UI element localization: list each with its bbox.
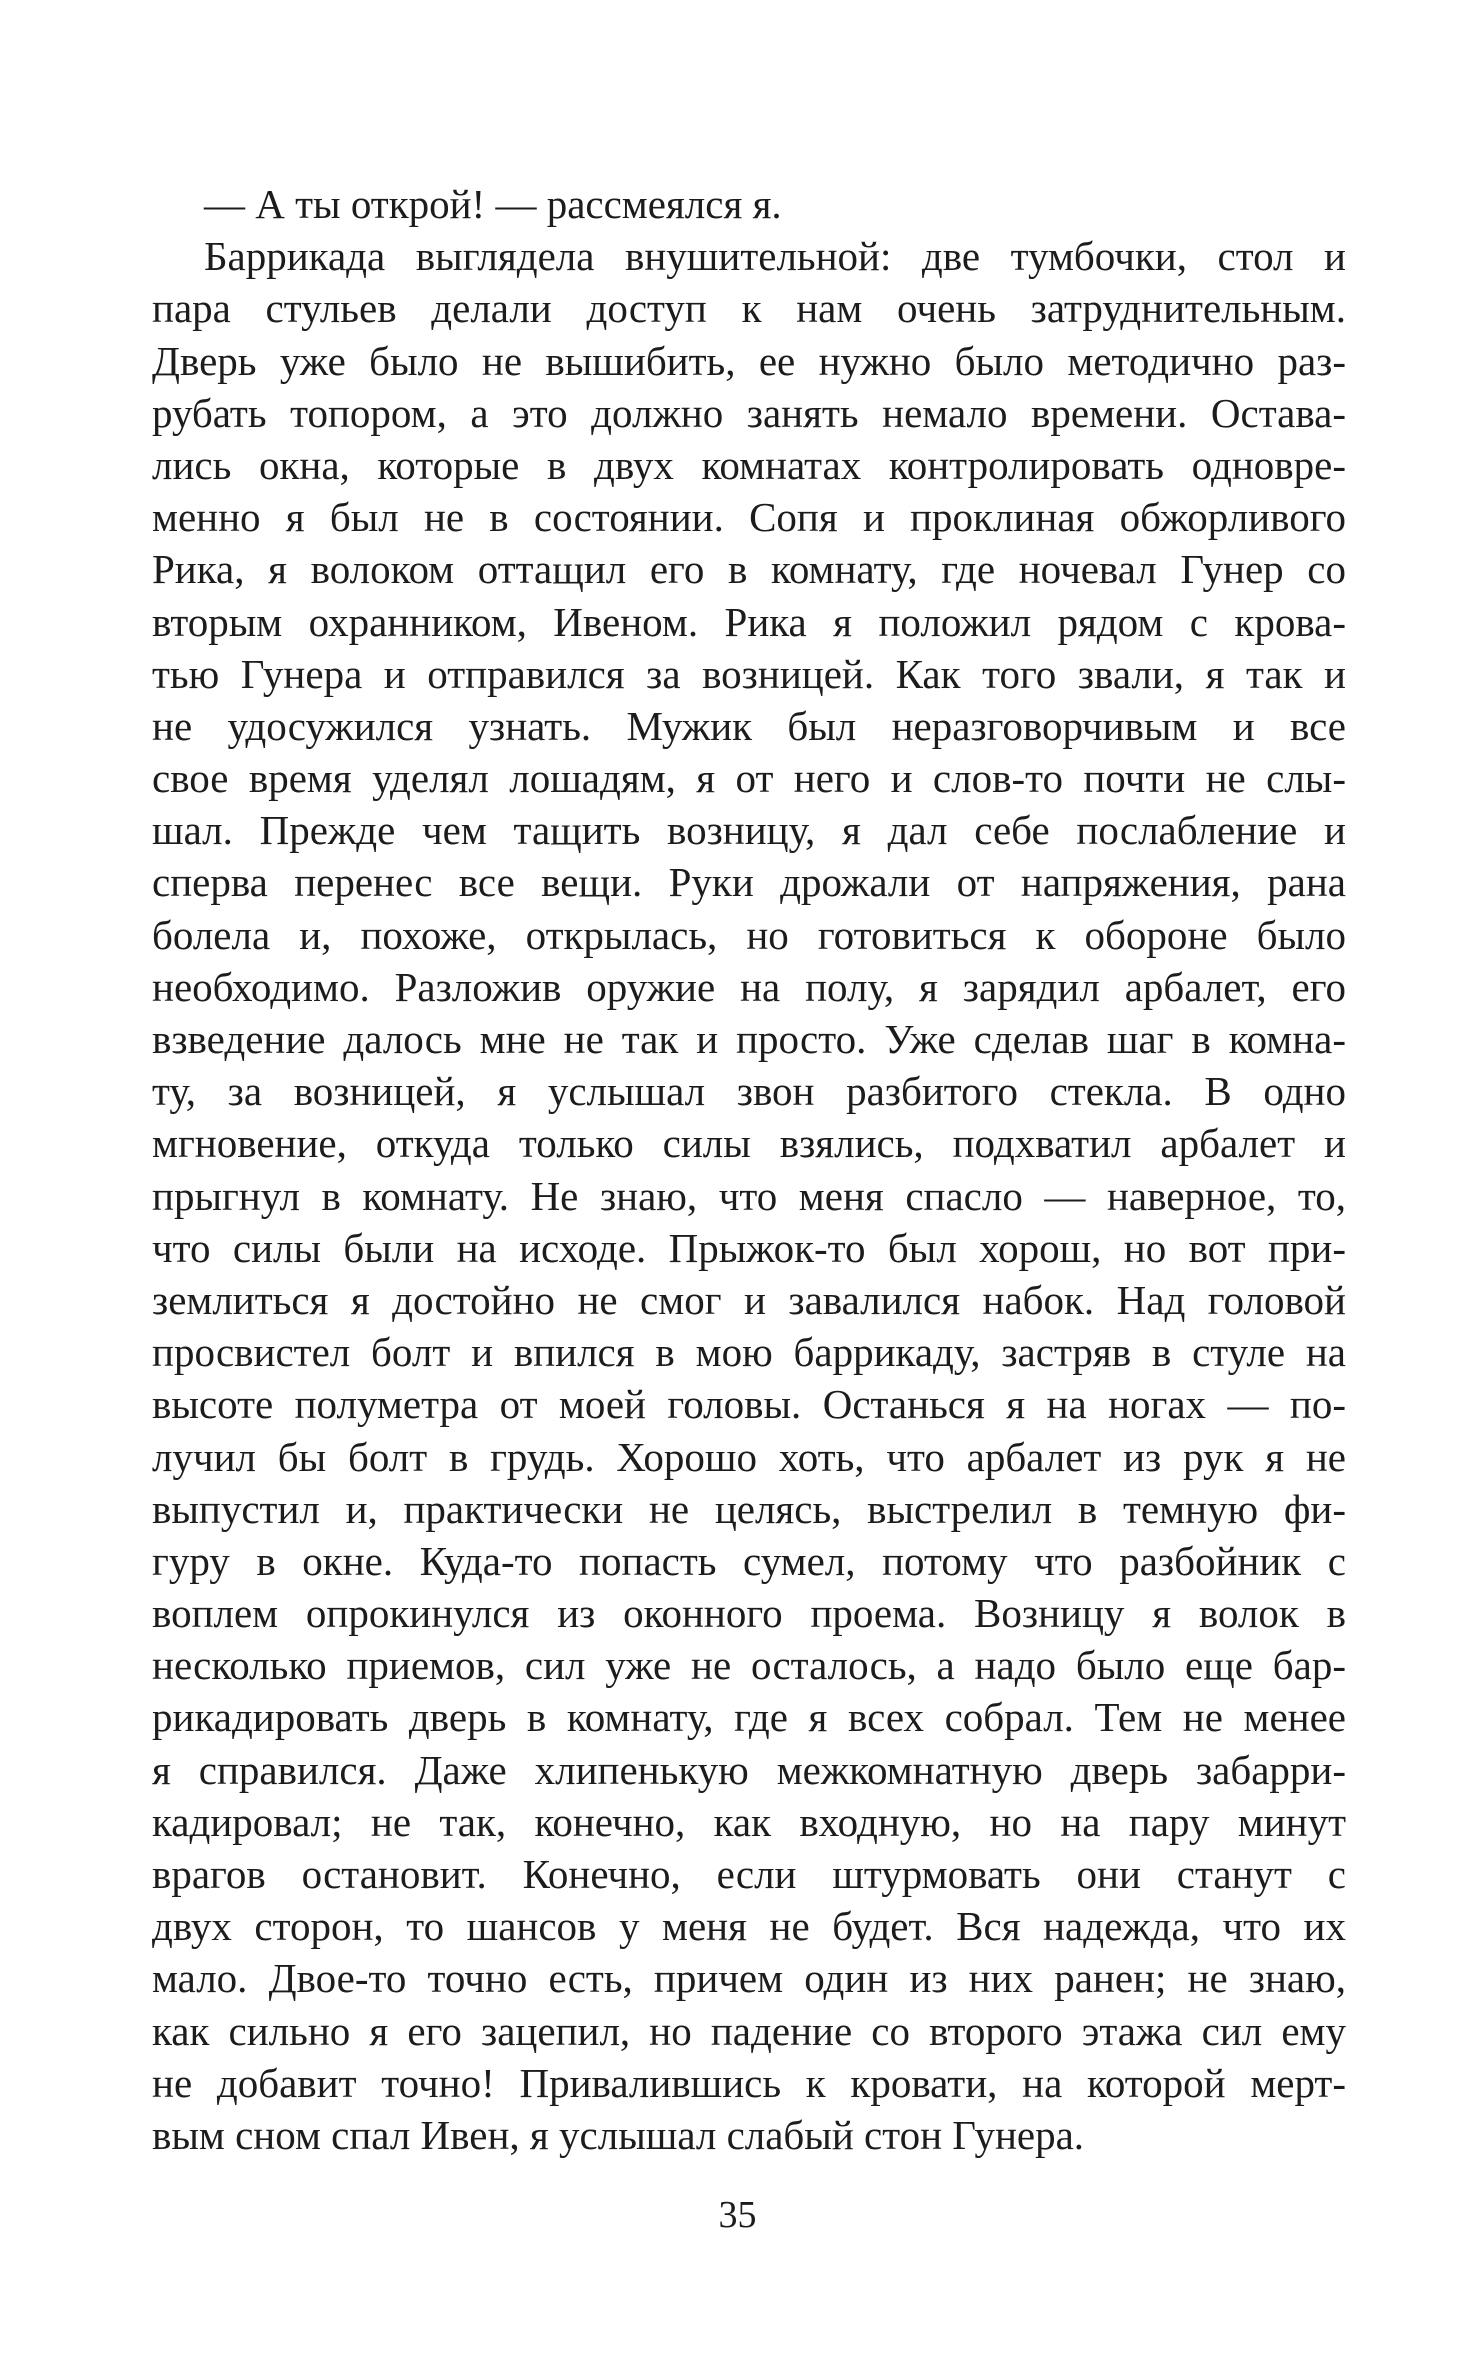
text-line: кадировал; не так, конечно, как входную, но на пару минут — [152, 1798, 1346, 1845]
text-line: выпустил и, практически не целясь, выстрелил в темную фи- — [152, 1485, 1346, 1532]
text-line: сперва перенес все вещи. Руки дрожали от напряжения, рана — [152, 859, 1346, 906]
text-line: мало. Двое-то точно есть, причем один из них ранен; не знаю, — [152, 1955, 1346, 2002]
text-line: Дверь уже было не вышибить, ее нужно было методично раз- — [152, 337, 1346, 384]
text-line: вторым охранником, Ивеном. Рика я положил рядом с крова- — [152, 598, 1346, 645]
text-line: просвистел болт и впился в мою баррикаду, застряв в стуле на — [152, 1329, 1346, 1376]
text-line: Баррикада выглядела внушительной: две тумбочки, стол и — [204, 233, 1346, 280]
text-line: вым сном спал Ивен, я услышал слабый стон Гунера. — [152, 2111, 1085, 2158]
text-line: тью Гунера и отправился за возницей. Как того звали, я так и — [152, 650, 1346, 697]
text-line: лись окна, которые в двух комнатах контролировать одновре- — [152, 441, 1346, 488]
text-line: ту, за возницей, я услышал звон разбитого стекла. В одно — [152, 1068, 1346, 1115]
text-line: что силы были на исходе. Прыжок-то был хорош, но вот при- — [152, 1224, 1346, 1271]
text-line: пара стульев делали доступ к нам очень затруднительным. — [152, 285, 1346, 332]
text-line: я справился. Даже хлипенькую межкомнатную дверь забарри- — [152, 1746, 1346, 1793]
text-line: Рика, я волоком оттащил его в комнату, где ночевал Гунер со — [152, 546, 1346, 593]
text-line: свое время уделял лошадям, я от него и слов-то почти не слы- — [152, 755, 1346, 802]
text-line: менно я был не в состоянии. Сопя и проклиная обжорливого — [152, 494, 1346, 541]
text-line: болела и, похоже, открылась, но готовиться к обороне было — [152, 911, 1346, 958]
text-line: шал. Прежде чем тащить возницу, я дал себе послабление и — [152, 807, 1346, 854]
page-number: 35 — [718, 2194, 757, 2236]
text-line: взведение далось мне не так и просто. Уже сделав шаг в комна- — [152, 1016, 1346, 1062]
text-line: не удосужился узнать. Мужик был неразговорчивым и все — [152, 702, 1346, 749]
text-line: врагов остановит. Конечно, если штурмовать они станут с — [152, 1851, 1346, 1897]
text-line: рикадировать дверь в комнату, где я всех собрал. Тем не менее — [152, 1694, 1346, 1741]
text-line: необходимо. Разложив оружие на полу, я зарядил арбалет, его — [152, 963, 1346, 1010]
text-line: воплем опрокинулся из оконного проема. Возницу я волок в — [152, 1590, 1346, 1637]
text-line: гуру в окне. Куда-то попасть сумел, потому что разбойник с — [152, 1537, 1346, 1584]
text-line: несколько приемов, сил уже не осталось, а надо было еще бар- — [152, 1642, 1346, 1689]
text-line: мгновение, откуда только силы взялись, подхватил арбалет и — [152, 1120, 1346, 1167]
text-line: — А ты открой! — рассмеялся я. — [204, 181, 782, 227]
text-line: лучил бы болт в грудь. Хорошо хоть, что арбалет из рук я не — [152, 1433, 1346, 1480]
text-line: рубать топором, а это должно занять немало времени. Остава- — [152, 389, 1346, 436]
text-line: прыгнул в комнату. Не знаю, что меня спасло — наверное, то, — [152, 1172, 1346, 1219]
body-text — [152, 178, 1346, 2161]
text-line: не добавит точно! Привалившись к кровати, на которой мерт- — [152, 2059, 1346, 2106]
text-line: как сильно я его зацепил, но падение со второго этажа сил ему — [152, 2007, 1346, 2054]
text-line: двух сторон, то шансов у меня не будет. Вся надежда, что их — [152, 1903, 1346, 1950]
text-line: землиться я достойно не смог и завалился набок. Над головой — [152, 1276, 1346, 1323]
text-line: высоте полуметра от моей головы. Останься я на ногах — по- — [152, 1381, 1346, 1428]
